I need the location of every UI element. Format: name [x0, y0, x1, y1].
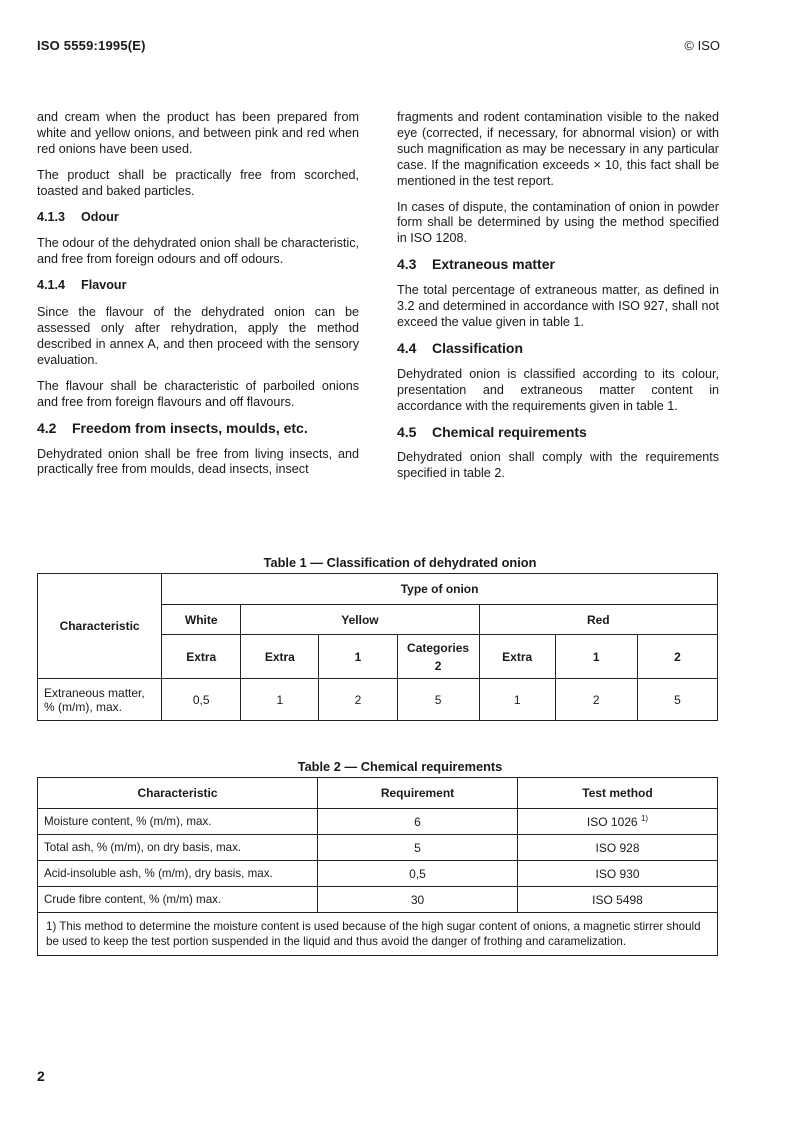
- page-number: 2: [37, 1068, 45, 1084]
- section-number: 4.3: [397, 256, 417, 273]
- paragraph: Since the flavour of the dehydrated onion can be assessed only after rehydration, apply the method described in annex A, and then proceed with the sensory evaluation.: [37, 305, 359, 367]
- footnote-row: [38, 913, 718, 956]
- right-column: [397, 110, 719, 492]
- table-cell: 2: [555, 679, 637, 721]
- section-title: Odour: [81, 209, 119, 224]
- category-header: 1: [555, 635, 637, 679]
- table-cell: 5: [637, 679, 717, 721]
- category-header: 2: [637, 635, 717, 679]
- method-cell: ISO 5498: [518, 887, 718, 913]
- paragraph: fragments and rodent contamination visible to the naked eye (corrected, if necessary, for abnormal vision) or with such magnification as may be necessary in any particular case. If the magnification exceeds × 10, this fact shall be mentioned in the test report.: [397, 110, 719, 188]
- section-number: 4.4: [397, 339, 417, 356]
- table-row: [38, 887, 718, 913]
- table-row: [38, 835, 718, 861]
- requirement-cell: 30: [318, 887, 518, 913]
- paragraph: Dehydrated onion is classified according to its colour, presentation and extraneous matter content in accordance with the requirements given in table 1.: [397, 366, 719, 413]
- table-cell: 5: [397, 679, 479, 721]
- characteristic-header: Characteristic: [38, 778, 318, 809]
- table1-caption: Table 1 — Classification of dehydrated onion: [263, 555, 537, 570]
- paragraph: The flavour shall be characteristic of parboiled onions and free from foreign flavours and off flavours.: [37, 378, 359, 409]
- characteristic-cell: Total ash, % (m/m), on dry basis, max.: [38, 835, 318, 861]
- yellow-header: Yellow: [241, 605, 479, 635]
- category-header: Categories 2: [397, 635, 479, 679]
- footnote-ref: 1): [640, 814, 649, 823]
- table-cell: 1: [479, 679, 555, 721]
- table-row: [38, 861, 718, 887]
- section-number: 4.5: [397, 423, 417, 440]
- copyright-mark: © ISO: [684, 38, 720, 53]
- section-heading-4-1-3: [37, 210, 359, 226]
- category-header: Extra: [479, 635, 555, 679]
- table-cell: 2: [319, 679, 397, 721]
- paragraph: Dehydrated onion shall be free from living insects, and practically free from moulds, dead insects, insect: [37, 446, 359, 477]
- category-header: 1: [319, 635, 397, 679]
- requirement-cell: 5: [318, 835, 518, 861]
- chemical-requirements-table: [37, 777, 718, 956]
- section-heading-4-4: [397, 341, 719, 357]
- category-header: Extra: [241, 635, 319, 679]
- table-row: [38, 809, 718, 835]
- red-header: Red: [479, 605, 717, 635]
- white-header: White: [162, 605, 241, 635]
- test-method-header: Test method: [518, 778, 718, 809]
- categories-label: Categories: [407, 640, 470, 655]
- section-heading-4-5: [397, 425, 719, 441]
- section-title: Extraneous matter: [432, 256, 555, 273]
- paragraph: The total percentage of extraneous matter, as defined in 3.2 and determined in accordance with ISO 927, shall not exceed the value given in table 1.: [397, 283, 719, 329]
- requirement-cell: 0,5: [318, 861, 518, 887]
- table-cell: 1: [241, 679, 319, 721]
- row-label: Extraneous matter, % (m/m), max.: [38, 679, 162, 721]
- type-of-onion-header: Type of onion: [162, 574, 718, 605]
- characteristic-header: Characteristic: [38, 574, 162, 679]
- section-heading-4-2: [37, 421, 359, 437]
- paragraph: The odour of the dehydrated onion shall be characteristic, and free from foreign odours and off odours.: [37, 236, 359, 267]
- paragraph: In cases of dispute, the contamination of onion in powder form shall be determined by using the method specified in ISO 1208.: [397, 199, 719, 246]
- section-number: 4.1.3: [37, 209, 66, 224]
- table-cell: 0,5: [162, 679, 241, 721]
- category-header: Extra: [162, 635, 241, 679]
- section-title: Flavour: [81, 278, 127, 293]
- table-row: [38, 679, 718, 721]
- paragraph: and cream when the product has been prepared from white and yellow onions, and between pink and red when red onions have been used.: [37, 110, 359, 156]
- section-title: Chemical requirements: [432, 423, 587, 440]
- requirement-header: Requirement: [318, 778, 518, 809]
- document-id: ISO 5559:1995(E): [37, 38, 146, 53]
- page-header: [37, 38, 720, 58]
- section-number: 4.2: [37, 419, 57, 436]
- table2-caption: Table 2 — Chemical requirements: [297, 759, 503, 774]
- method-cell: ISO 1026 $^{1)}$: [518, 809, 718, 835]
- method-cell: ISO 930: [518, 861, 718, 887]
- characteristic-cell: Acid-insoluble ash, % (m/m), dry basis, max.: [38, 861, 318, 887]
- table-footnote: 1) This method to determine the moisture content is used because of the high sugar content of onions, a magnetic stirrer should be used to keep the test portion suspended in the liquid and thus avoid the danger of frothing and caramelization.: [38, 913, 718, 956]
- left-column: [37, 110, 359, 488]
- section-number: 4.1.4: [37, 278, 66, 293]
- section-title: Freedom from insects, moulds, etc.: [72, 419, 308, 436]
- section-heading-4-1-4: [37, 278, 359, 294]
- requirement-cell: 6: [318, 809, 518, 835]
- paragraph: The product shall be practically free from scorched, toasted and baked particles.: [37, 167, 359, 198]
- section-title: Classification: [432, 339, 524, 356]
- characteristic-cell: Moisture content, % (m/m), max.: [38, 809, 318, 835]
- method-cell: ISO 928: [518, 835, 718, 861]
- paragraph: Dehydrated onion shall comply with the requirements specified in table 2.: [397, 450, 719, 481]
- classification-table: [37, 573, 718, 721]
- characteristic-cell: Crude fibre content, % (m/m) max.: [38, 887, 318, 913]
- section-heading-4-3: [397, 257, 719, 273]
